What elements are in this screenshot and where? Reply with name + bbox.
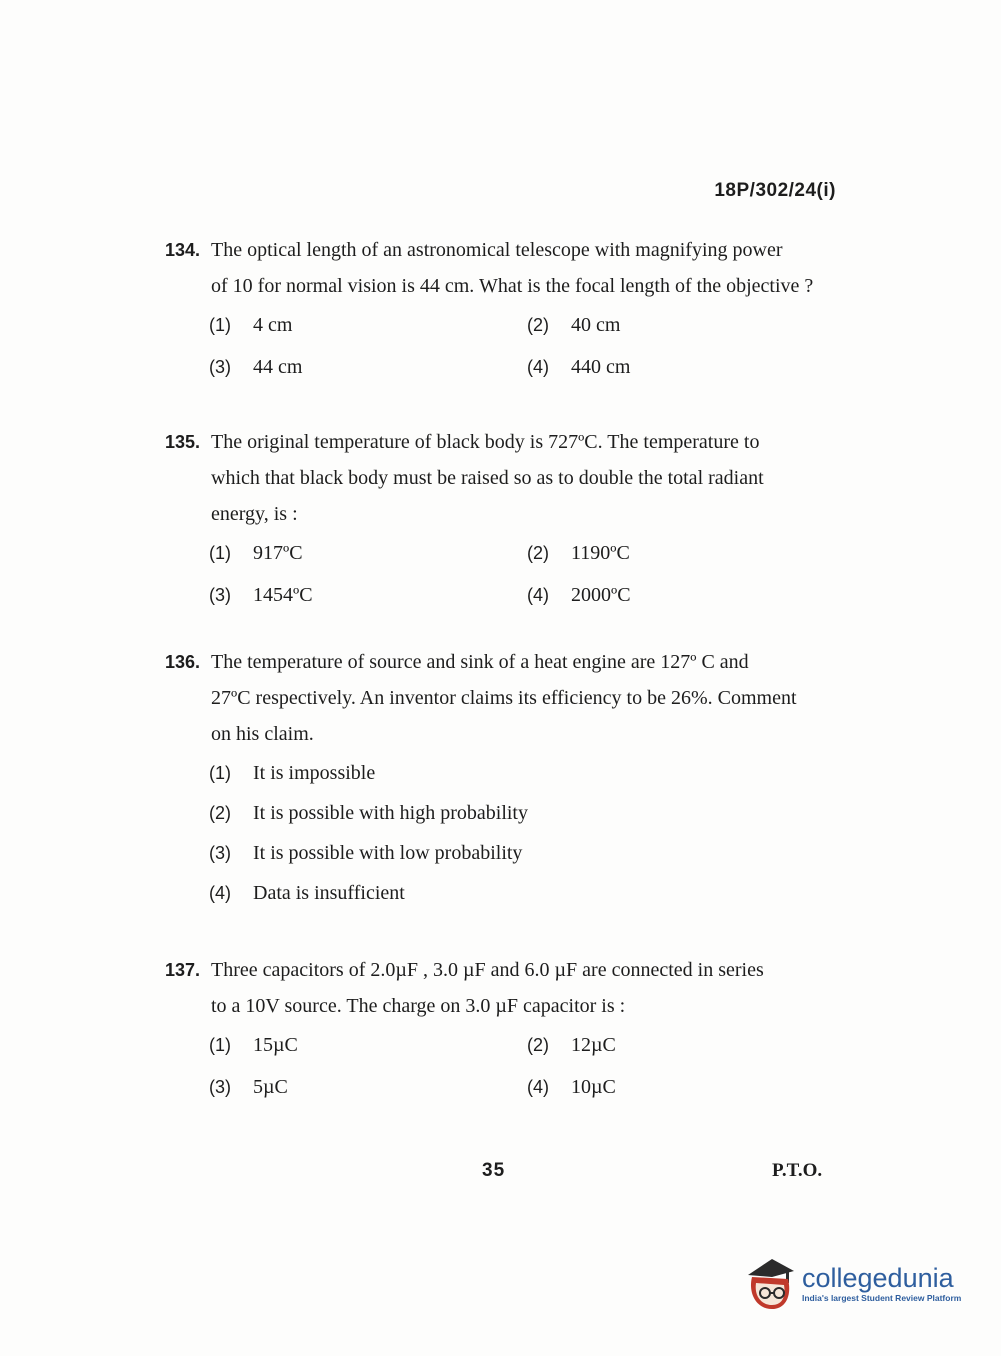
option-number: (4) (209, 883, 231, 903)
option-text: 15µC (253, 1034, 298, 1056)
option-number: (2) (527, 543, 549, 563)
option-text: 4 cm (253, 314, 293, 336)
question-number: 137. (165, 960, 201, 980)
option-number: (1) (209, 763, 231, 783)
option-1[interactable] (209, 536, 527, 570)
option-4[interactable] (527, 578, 835, 612)
pto-label: P.T.O. (772, 1160, 823, 1181)
option-3[interactable] (209, 350, 527, 384)
option-text: It is possible with low probability (253, 842, 523, 864)
option-text: 2000ºC (571, 584, 631, 606)
question-text (211, 232, 835, 304)
paper-code: 18P/302/24(i) (714, 180, 836, 201)
option-1[interactable] (209, 756, 835, 790)
option-number: (1) (209, 543, 231, 563)
option-text: It is possible with high probability (253, 802, 528, 824)
question-line: The original temperature of black body is 727ºC. The temperature to (211, 431, 760, 453)
option-text: 1454ºC (253, 584, 313, 606)
question-135 (165, 424, 835, 612)
question-line: 27ºC respectively. An inventor claims its efficiency to be 26%. Comment (211, 687, 797, 709)
question-line: to a 10V source. The charge on 3.0 µF capacitor is : (211, 995, 626, 1017)
option-text: 40 cm (571, 314, 621, 336)
question-text (211, 952, 835, 1024)
option-text: 10µC (571, 1076, 616, 1098)
option-2[interactable] (209, 796, 835, 830)
question-line: on his claim. (211, 723, 314, 745)
question-number: 135. (165, 432, 201, 452)
option-number: (1) (209, 1035, 231, 1055)
option-4[interactable] (527, 350, 835, 384)
question-line: of 10 for normal vision is 44 cm. What is the focal length of the objective ? (211, 275, 814, 297)
collegedunia-logo[interactable] (742, 1250, 972, 1316)
option-text: 44 cm (253, 356, 303, 378)
question-136 (165, 644, 835, 910)
options (209, 308, 835, 384)
option-text: 440 cm (571, 356, 631, 378)
option-4[interactable] (527, 1070, 835, 1104)
question-text (211, 424, 835, 532)
question-134 (165, 232, 835, 384)
option-number: (3) (209, 843, 231, 863)
option-text: 1190ºC (571, 542, 630, 564)
option-text: 12µC (571, 1034, 616, 1056)
option-1[interactable] (209, 1028, 527, 1062)
logo-tagline: India's largest Student Review Platform (802, 1293, 962, 1303)
option-2[interactable] (527, 1028, 835, 1062)
option-number: (3) (209, 1077, 231, 1097)
option-text: Data is insufficient (253, 882, 405, 904)
question-137 (165, 952, 835, 1104)
logo-brand: collegedunia (802, 1263, 954, 1293)
option-2[interactable] (527, 536, 835, 570)
option-text: It is impossible (253, 762, 376, 784)
question-number: 134. (165, 240, 201, 260)
option-3[interactable] (209, 578, 527, 612)
option-2[interactable] (527, 308, 835, 342)
question-line: The temperature of source and sink of a heat engine are 127º C and (211, 651, 749, 673)
question-number: 136. (165, 652, 201, 672)
options (209, 756, 835, 910)
option-1[interactable] (209, 308, 527, 342)
option-number: (1) (209, 315, 231, 335)
option-3[interactable] (209, 836, 835, 870)
options (209, 536, 835, 612)
question-line: energy, is : (211, 503, 298, 525)
question-line: which that black body must be raised so as to double the total radiant (211, 467, 764, 489)
option-number: (2) (209, 803, 231, 823)
option-number: (4) (527, 1077, 549, 1097)
option-number: (4) (527, 585, 549, 605)
question-line: The optical length of an astronomical telescope with magnifying power (211, 239, 783, 261)
option-number: (2) (527, 315, 549, 335)
mascot-icon (742, 1253, 798, 1313)
question-line: Three capacitors of 2.0µF , 3.0 µF and 6.0 µF are connected in series (211, 959, 764, 981)
question-text (211, 644, 835, 752)
option-number: (4) (527, 357, 549, 377)
option-text: 5µC (253, 1076, 288, 1098)
option-number: (2) (527, 1035, 549, 1055)
page-number: 35 (482, 1160, 506, 1181)
option-number: (3) (209, 357, 231, 377)
option-number: (3) (209, 585, 231, 605)
option-4[interactable] (209, 876, 835, 910)
option-3[interactable] (209, 1070, 527, 1104)
option-text: 917ºC (253, 542, 303, 564)
options (209, 1028, 835, 1104)
